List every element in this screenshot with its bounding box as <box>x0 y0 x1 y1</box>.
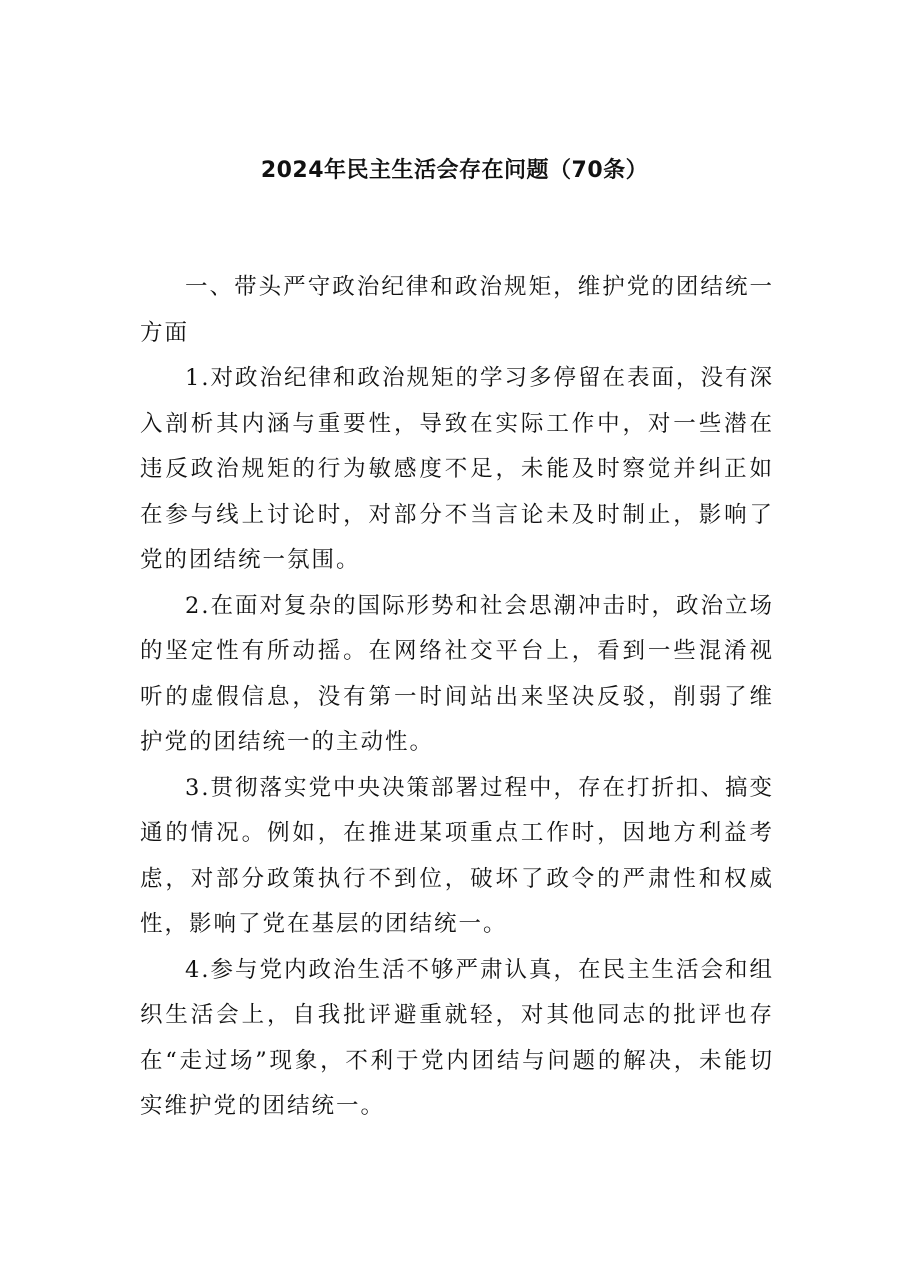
document-title: 2024年民主生活会存在问题（70条） <box>260 158 649 183</box>
paragraph-2: 2.在面对复杂的国际形势和社会思潮冲击时，政治立场的坚定性有所动摇。在网络社交平台上，看到一些混淆视听的虚假信息，没有第一时间站出来坚决反驳，削弱了维护党的团结统一的主动性。 <box>140 592 774 755</box>
paragraph-3: 3.贯彻落实党中央决策部署过程中，存在打折扣、搞变通的情况。例如，在推进某项重点工作时，因地方利益考虑，对部分政策执行不到位，破坏了政令的严肃性和权威性，影响了党在基层的团结统一。 <box>140 774 774 937</box>
section-heading: 一、带头严守政治纪律和政治规矩，维护党的团结统一方面 <box>140 274 774 346</box>
paragraph-1: 1.对政治纪律和政治规矩的学习多停留在表面，没有深入剖析其内涵与重要性，导致在实际工作中，对一些潜在违反政治规矩的行为敏感度不足，未能及时察觉并纠正如在参与线上讨论时，对部分不当言论未及时制止，影响了党的团结统一氛围。 <box>140 365 774 573</box>
document-body <box>140 265 774 1130</box>
paragraph-4: 4.参与党内政治生活不够严肃认真，在民主生活会和组织生活会上，自我批评避重就轻，对其他同志的批评也存在“走过场”现象，不利于党内团结与问题的解决，未能切实维护党的团结统一。 <box>140 956 774 1119</box>
